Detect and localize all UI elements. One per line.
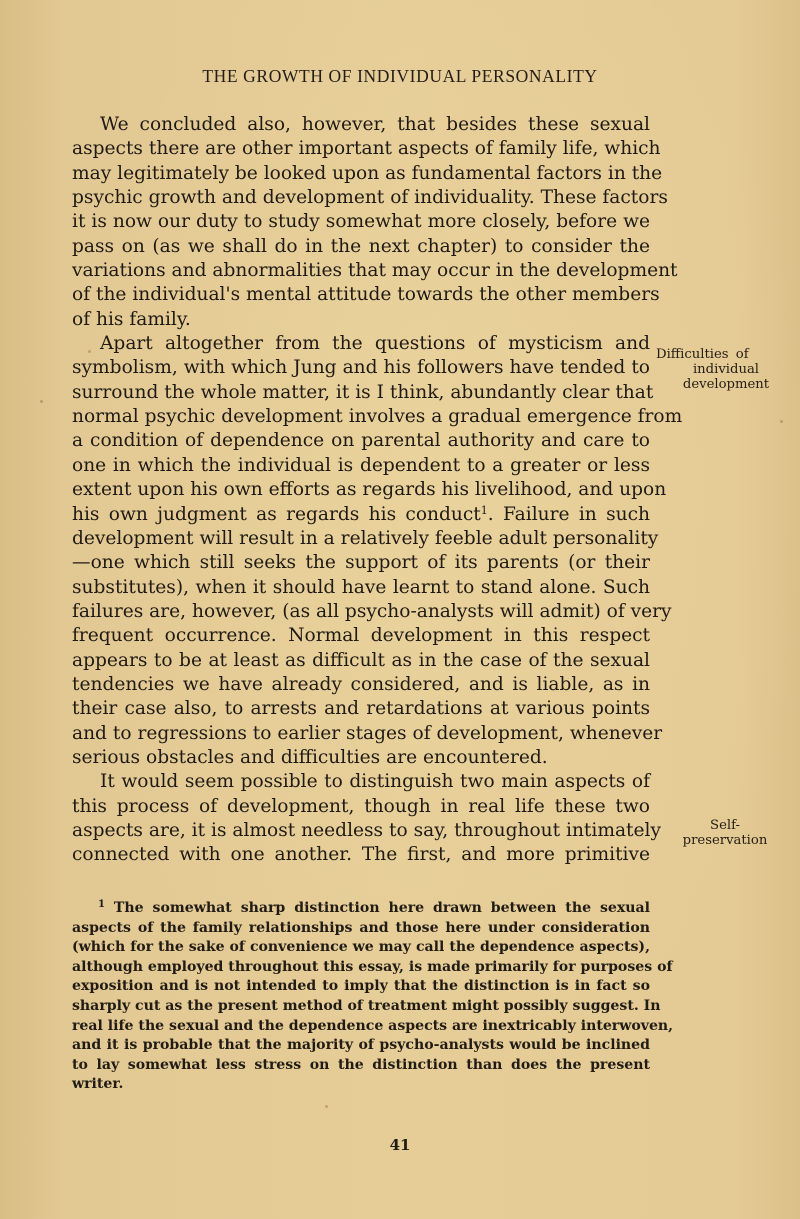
- body-line: frequent occurrence. Normal development in this respect: [72, 625, 650, 647]
- footnote-line: sharply cut as the present method of treatment might possibly suggest. In: [72, 997, 661, 1014]
- margin-note-line: development: [682, 377, 770, 392]
- footnote-line: to lay somewhat less stress on the distinction than does the present: [72, 1056, 650, 1073]
- margin-note-line: individual: [692, 362, 760, 377]
- footnote-line: and it is probable that the majority of psycho-analysts would be inclined: [72, 1037, 650, 1054]
- body-line: a condition of dependence on parental authority and care to: [72, 430, 650, 452]
- page-number: 41: [389, 1136, 411, 1154]
- footnote: [72, 899, 674, 1095]
- margin-note-line: Self-: [710, 818, 740, 833]
- body-line: extent upon his own efforts as regards his livelihood, and upon: [72, 479, 667, 501]
- body-line: aspects are, it is almost needless to say, throughout intimately: [72, 819, 661, 841]
- footnote-line: aspects of the family relationships and those here under consideration: [72, 919, 650, 936]
- body-line: variations and abnormalities that may occur in the development: [72, 260, 678, 282]
- margin-note-line: preservation: [682, 833, 768, 848]
- body-line: substitutes), when it should have learnt to stand alone. Such: [72, 576, 650, 598]
- body-line: this process of development, though in real life these two: [72, 795, 650, 817]
- body-line: their case also, to arrests and retardations at various points: [72, 698, 650, 720]
- body-line: normal psychic development involves a gradual emergence from: [72, 406, 683, 428]
- body-line: one in which the individual is dependent to a greater or less: [72, 454, 650, 476]
- body-line: of the individual's mental attitude towards the other members: [72, 284, 660, 306]
- body-line: surround the whole matter, it is I think, abundantly clear that: [72, 381, 654, 403]
- body-line: serious obstacles and difficulties are encountered.: [72, 746, 548, 768]
- margin-note-self-preservation: [660, 818, 790, 848]
- body-line: connected with one another. The first, and more primitive: [72, 844, 650, 866]
- body-line: aspects there are other important aspects of family life, which: [72, 138, 661, 160]
- footnote-marker: 1: [98, 899, 105, 910]
- paper-speck: [40, 400, 43, 403]
- body-line: of his family.: [72, 308, 191, 330]
- paper-speck: [88, 350, 91, 353]
- body-line-text: his own judgment as regards his conduct: [72, 503, 481, 525]
- margin-note-line: Difficulties of: [656, 347, 749, 362]
- body-line-tail: . Failure in such: [487, 503, 650, 525]
- body-line: and to regressions to earlier stages of development, whenever: [72, 722, 663, 744]
- body-line: failures are, however, (as all psycho-analysts will admit) of very: [72, 600, 672, 622]
- paper-speck: [325, 1105, 328, 1108]
- body-line: symbolism, with which Jung and his followers have tended to: [72, 357, 650, 379]
- body-line: Apart altogether from the questions of mysticism and: [100, 333, 650, 355]
- body-text: [72, 113, 683, 868]
- body-line: We concluded also, however, that besides these sexual: [100, 114, 650, 135]
- body-line: tendencies we have already considered, and is liable, as in: [72, 673, 650, 695]
- body-line-with-footnote-ref: [72, 503, 650, 527]
- paper-speck: [780, 420, 783, 423]
- footnote-line-text: The somewhat sharp distinction here drawn between the sexual: [113, 900, 650, 916]
- body-line: development will result in a relatively feeble adult personality: [72, 527, 659, 549]
- body-line: pass on (as we shall do in the next chapter) to consider the: [72, 235, 650, 257]
- footnote-line: [72, 899, 650, 919]
- footnote-line: (which for the sake of convenience we may call the dependence aspects),: [72, 939, 650, 956]
- body-line: may legitimately be looked upon as fundamental factors in the: [72, 162, 663, 184]
- footnote-reference[interactable]: 1: [480, 503, 488, 517]
- body-line: appears to be at least as difficult as in the case of the sexual: [72, 649, 650, 671]
- footnote-line: real life the sexual and the dependence aspects are inextricably interwoven,: [72, 1017, 674, 1034]
- footnote-line: writer.: [72, 1076, 124, 1093]
- footnote-line: exposition and is not intended to imply that the distinction is in fact so: [72, 978, 650, 995]
- footnote-line: although employed throughout this essay, is made primarily for purposes of: [72, 958, 673, 975]
- body-line: psychic growth and development of individuality. These factors: [72, 187, 668, 209]
- margin-note-difficulties: [654, 347, 798, 392]
- body-line: it is now our duty to study somewhat more closely, before we: [72, 211, 650, 233]
- running-head: THE GROWTH OF INDIVIDUAL PERSONALITY: [202, 66, 598, 86]
- body-line: —one which still seeks the support of its parents (or their: [72, 552, 650, 574]
- body-line: It would seem possible to distinguish two main aspects of: [100, 771, 650, 793]
